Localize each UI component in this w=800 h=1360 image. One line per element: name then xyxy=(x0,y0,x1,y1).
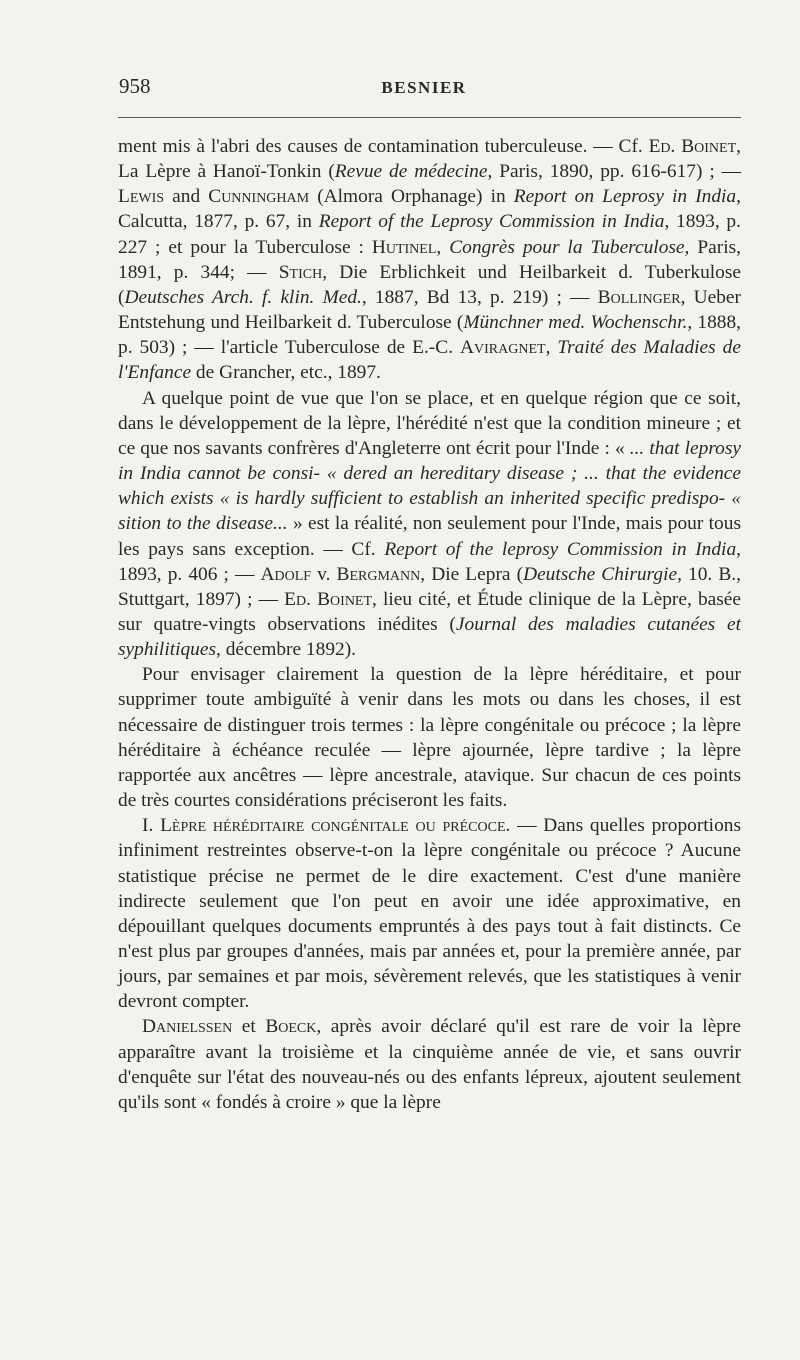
paragraph xyxy=(118,386,741,663)
paragraph xyxy=(118,1014,741,1115)
text-run: , 10. B., Stuttgart, 1897) ; — xyxy=(118,563,741,610)
small-caps-text: Stich xyxy=(278,261,323,283)
small-caps-text: Cunningham xyxy=(208,186,310,208)
small-caps-text: Boinet xyxy=(681,136,737,157)
text-run: , lieu cité, et Étude clinique de la Lèpre, basée sur quatre-vingts observations inédites ( xyxy=(118,588,741,635)
text-run: v. xyxy=(311,563,337,585)
text-run: Pour envisager clairement la question de la lèpre héréditaire, et pour supprimer toute ambiguïté à venir dans les mots ou dans les choses, il est nécessaire de distinguer trois termes : la lèpre congénitale ou précoce ; la lèpre héréditaire à échéance reculée — lèpre ajournée, lèpre tardive ; la lèpre rapportée aux ancêtres — lèpre ancestrale, atavique. Sur chacun de ces points de très courtes considérations préciseront les faits. xyxy=(118,664,741,812)
text-run: , Die Lepra ( xyxy=(420,563,524,585)
italic-text: Report of the leprosy Commission in India xyxy=(384,538,737,560)
text-run: , 1888, p. 503) ; — l'article Tuberculose de E.-C. xyxy=(118,312,741,359)
text-run: , xyxy=(545,337,558,359)
running-head: BESNIER xyxy=(381,78,467,97)
text-run: et xyxy=(232,1016,266,1038)
text-run: , après avoir déclaré qu'il est rare de voir la lèpre apparaître avant la troisième et la cinquième année de vie, et sans ouvrir d'enquête sur l'état des nouveau-nés ou des enfants lépreux, ajoutent seulement qu'ils sont « fondés à croire » que la lèpre xyxy=(118,1016,741,1113)
paragraph xyxy=(118,134,741,386)
italic-text: Report of the Leprosy Commission in India xyxy=(318,211,665,233)
body-text xyxy=(118,134,741,1115)
italic-text: ... that leprosy in India cannot be consi- « dered an hereditary disease ; ... that the evidence which exists « is hardly sufficient to establish an inherited specific predispo- « sition to the disease... xyxy=(118,437,741,535)
text-run: . — Dans quelles proportions infiniment restreintes observe-t-on la lèpre congénitale ou précoce ? Aucune statistique précise ne permet de le dire exactement. C'est d'une manière indirecte seulement que l'on peut en avoir une idée approximative, en dépouillant quelques documents empruntés à des pays tout à fait distincts. Ce n'est plus par groupes d'années, mais par années et, pour la première année, par jours, par semaines et par mois, sévèrement relevés, que les statistiques à venir devront compter. xyxy=(118,815,742,1013)
page-number: 958 xyxy=(119,74,151,98)
text-run: , 1893, p. 227 ; et pour la Tuberculose : xyxy=(118,211,741,258)
text-run: de Grancher, etc., 1897. xyxy=(191,362,381,384)
small-caps-text: Aviragnet xyxy=(460,337,546,359)
small-caps-text: Danielssen xyxy=(142,1016,233,1038)
small-caps-text: Bergmann xyxy=(336,563,421,585)
italic-text: Journal des maladies cutanées et syphilitiques xyxy=(118,613,741,661)
italic-text: Report on Leprosy in India xyxy=(513,186,737,208)
text-run: , La Lèpre à Hanoï-Tonkin ( xyxy=(118,136,741,183)
small-caps-text: Boinet xyxy=(317,588,373,610)
small-caps-text: Adolf xyxy=(260,563,312,585)
italic-text: Traité des Maladies de l'Enfance xyxy=(118,337,741,384)
text-run: , 1887, Bd 13, p. 219) ; — xyxy=(361,286,598,308)
text-run: (Almora Orphanage) in xyxy=(309,186,514,208)
text-run: , Paris, 1891, p. 344; — xyxy=(118,236,741,283)
text-run: , Die Erblichkeit und Heilbarkeit d. Tuberkulose ( xyxy=(118,261,741,308)
paragraph xyxy=(118,813,741,1014)
small-caps-text: Ed xyxy=(284,588,307,610)
text-run: , Calcutta, 1877, p. 67, in xyxy=(118,186,741,233)
italic-text: Deutsches Arch. f. klin. Med. xyxy=(124,286,362,308)
text-run: ment mis à l'abri des causes de contamination tuberculeuse. — Cf. xyxy=(118,136,649,157)
italic-text: Münchner med. Wochenschr. xyxy=(463,312,688,334)
text-run: . xyxy=(670,136,682,157)
small-caps-text: Boeck xyxy=(265,1016,317,1038)
text-run: , xyxy=(436,236,450,258)
text-run: and xyxy=(164,186,209,208)
small-caps-text: Lèpre héréditaire congénitale ou précoce xyxy=(160,815,506,837)
text-run: A quelque point de vue que l'on se place, et en quelque région que ce soit, dans le développement de la lèpre, l'hérédité n'est que la condition mineure ; et ce que nos savants confrères d'Angleterre ont écrit pour l'Inde : « xyxy=(118,387,741,459)
text-run: , 1893, p. 406 ; — xyxy=(118,538,741,585)
text-run: , Ueber Entstehung und Heilbarkeit d. Tuberculose ( xyxy=(118,286,741,334)
paragraph xyxy=(118,662,741,813)
italic-text: Deutsche Chirurgie xyxy=(523,563,678,585)
small-caps-text: Lewis xyxy=(118,186,165,208)
text-run: . xyxy=(306,588,318,610)
text-run: » est la réalité, non seulement pour l'Inde, mais pour tous les pays sans exception. — Cf. xyxy=(118,513,741,560)
italic-text: Revue de médecine xyxy=(334,161,488,183)
small-caps-text: Bollinger xyxy=(597,286,681,308)
header-rule xyxy=(118,117,741,118)
text-run: , Paris, 1890, pp. 616-617) ; — xyxy=(487,161,741,183)
small-caps-text: Ed xyxy=(648,136,671,157)
text-run: I. xyxy=(142,815,161,837)
text-run: , décembre 1892). xyxy=(216,639,357,661)
italic-text: Congrès pour la Tuberculose xyxy=(449,236,685,258)
small-caps-text: Hutinel xyxy=(371,236,437,258)
